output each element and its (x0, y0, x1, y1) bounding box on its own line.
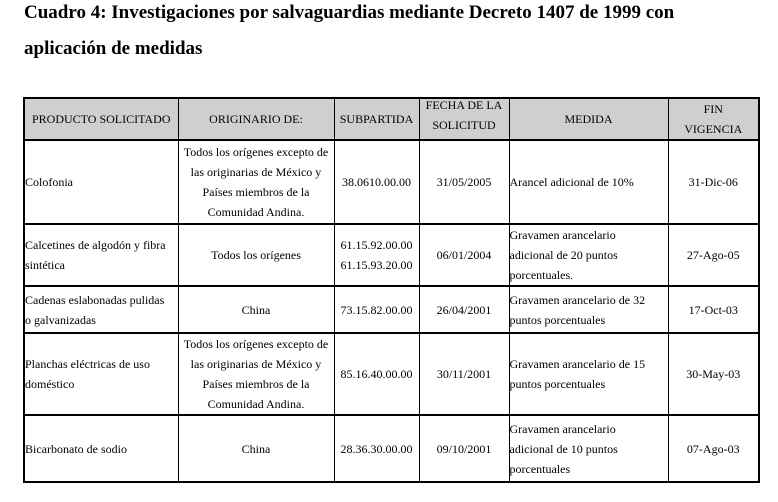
cell-originario: Todos los orígenes (178, 224, 334, 286)
safeguards-table (23, 97, 760, 483)
title-line-2: aplicación de medidas (24, 38, 203, 59)
cell-medida: Gravamen arancelario adicional de 10 puntos porcentuales (509, 415, 668, 482)
cell-fecha-solicitud: 09/10/2001 (419, 415, 509, 482)
table-row-planchas (24, 333, 759, 415)
table-row-cadenas (24, 286, 759, 333)
document-title (24, 0, 753, 67)
cell-producto: Cadenas eslabonadas pulidas o galvanizadas (24, 286, 178, 333)
cell-medida: Gravamen arancelario de 32 puntos porcentuales (509, 286, 668, 333)
table-row-calcetines (24, 224, 759, 286)
cell-fin-vigencia: 27-Ago-05 (668, 224, 759, 286)
table-row-bicarbonato (24, 415, 759, 482)
cell-fecha-solicitud: 26/04/2001 (419, 286, 509, 333)
cell-fin-vigencia: 17-Oct-03 (668, 286, 759, 333)
cell-fecha-solicitud: 30/11/2001 (419, 333, 509, 415)
header-fin-vigencia: FIN VIGENCIA (668, 98, 759, 140)
cell-fecha-solicitud: 31/05/2005 (419, 140, 509, 224)
header-medida: MEDIDA (509, 98, 668, 140)
cell-producto: Colofonia (24, 140, 178, 224)
fecha-header-text: FECHA DE LA SOLICITUD (425, 98, 503, 132)
cell-originario: China (178, 286, 334, 333)
table-header-row (24, 98, 759, 140)
cell-fin-vigencia: 30-May-03 (668, 333, 759, 415)
cell-subpartida: 28.36.30.00.00 (334, 415, 419, 482)
cell-originario: China (178, 415, 334, 482)
cell-subpartida: 38.0610.00.00 (334, 140, 419, 224)
cell-medida: Arancel adicional de 10% (509, 140, 668, 224)
cell-producto: Calcetines de algodón y fibra sintética (24, 224, 178, 286)
header-producto-solicitado: PRODUCTO SOLICITADO (24, 98, 178, 140)
cell-medida: Gravamen arancelario de 15 puntos porcentuales (509, 333, 668, 415)
table-row-colofonia (24, 140, 759, 224)
cell-producto: Planchas eléctricas de uso doméstico (24, 333, 178, 415)
cell-fin-vigencia: 31-Dic-06 (668, 140, 759, 224)
cell-medida: Gravamen arancelario adicional de 20 puntos porcentuales. (509, 224, 668, 286)
cell-fecha-solicitud: 06/01/2004 (419, 224, 509, 286)
cell-subpartida: 73.15.82.00.00 (334, 286, 419, 333)
cell-subpartida: 61.15.92.00.00 61.15.93.20.00 (334, 224, 419, 286)
cell-originario: Todos los orígenes excepto de las originarias de México y Países miembros de la Comunidad Andina. (178, 140, 334, 224)
cell-fin-vigencia: 07-Ago-03 (668, 415, 759, 482)
header-subpartida: SUBPARTIDA (334, 98, 419, 140)
header-originario-de: ORIGINARIO DE: (178, 98, 334, 140)
cell-originario: Todos los orígenes excepto de las originarias de México y Países miembros de la Comunidad Andina. (178, 333, 334, 415)
cell-producto: Bicarbonato de sodio (24, 415, 178, 482)
title-line-1: Cuadro 4: Investigaciones por salvaguardias mediante Decreto 1407 de 1999 con (24, 2, 675, 23)
cell-subpartida: 85.16.40.00.00 (334, 333, 419, 415)
header-fecha-solicitud (419, 98, 509, 140)
